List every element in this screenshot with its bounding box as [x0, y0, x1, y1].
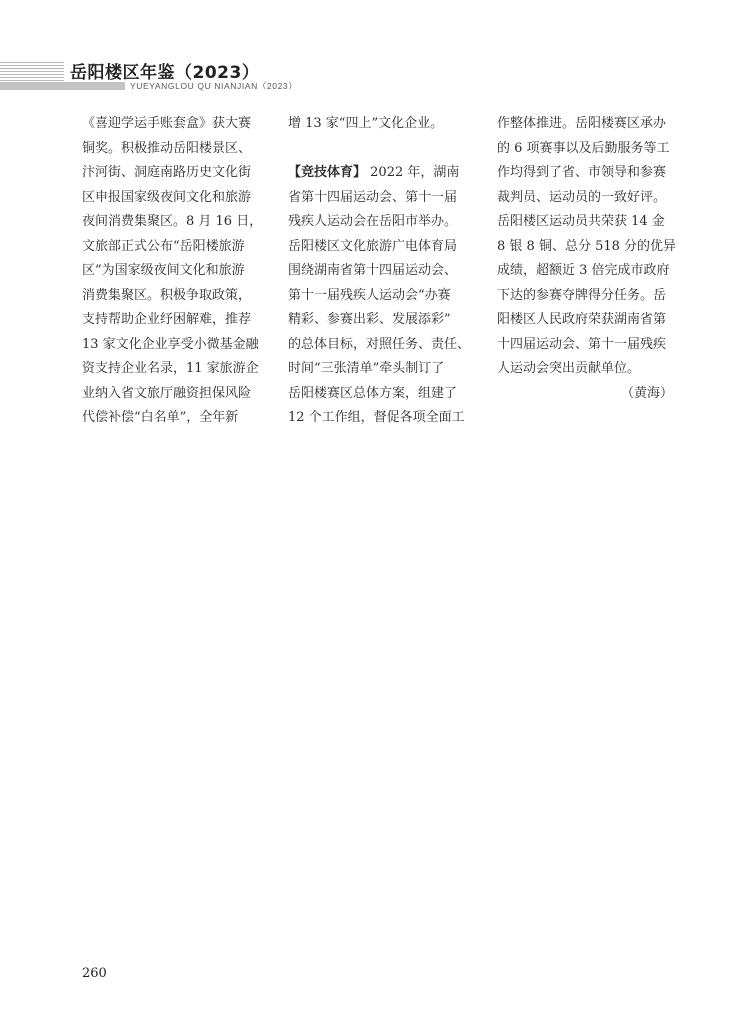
- text-line: 下达的参赛夺牌得分任务。岳: [497, 287, 667, 303]
- text-line: 铜奖。积极推动岳阳楼景区、: [82, 140, 252, 156]
- text-column-3: [497, 112, 683, 406]
- text-line: 的总体目标，对照任务、责任、: [288, 336, 471, 352]
- text-line: 文旅部正式公布“岳阳楼旅游: [82, 238, 245, 254]
- text-line: 作均得到了省、市领导和参赛: [497, 165, 667, 180]
- page-number: 260: [82, 966, 107, 981]
- text-line: 精彩、参赛出彩、发展添彩”: [288, 312, 451, 327]
- text-line: 12 个工作组，督促各项全面工: [288, 410, 465, 425]
- text-line: 区申报国家级夜间文化和旅游: [82, 189, 252, 205]
- text-line: 汴河街、洞庭南路历史文化街: [82, 165, 252, 180]
- text-line: 作整体推进。岳阳楼赛区承办: [497, 116, 667, 131]
- text-line: 资支持企业名录，11 家旅游企: [82, 361, 259, 376]
- text-line: 岳阳楼区文化旅游广电体育局: [288, 238, 458, 254]
- text-line: 裁判员、运动员的一致好评。: [497, 189, 667, 205]
- running-subtitle: YUEYANGLOU QU NIANJIAN（2023）: [130, 81, 298, 91]
- text-line: 第十一届残疾人运动会“办赛: [288, 287, 451, 303]
- text-line: 十四届运动会、第十一届残疾: [497, 336, 667, 352]
- text-line: 代偿补偿“白名单”，全年新: [82, 410, 239, 425]
- text-line: 成绩，超额近 3 倍完成市政府: [497, 263, 670, 278]
- text-line: 的 6 项赛事以及后勤服务等工: [497, 140, 670, 156]
- section-first-text: 2022 年，湖南: [366, 165, 460, 180]
- text-line: 8 银 8 铜、总分 518 分的优异: [497, 238, 677, 254]
- text-line: 省第十四届运动会、第十一届: [288, 189, 458, 205]
- text-line: 时间“三张清单”牵头制订了: [288, 361, 445, 376]
- text-line: 消费集聚区。积极争取政策，: [82, 287, 252, 303]
- text-line: 阳楼区人民政府荣获湖南省第: [497, 312, 667, 327]
- paragraph-gap: [288, 137, 474, 162]
- text-line: 岳阳楼赛区总体方案，组建了: [288, 385, 458, 401]
- header-decor-bar: [0, 82, 125, 90]
- section-title: 【竞技体育】: [288, 165, 367, 180]
- text-line: 残疾人运动会在岳阳市举办。: [288, 214, 458, 229]
- text-line: 围绕湖南省第十四届运动会、: [288, 263, 458, 278]
- text-line: 人运动会突出贡献单位。: [497, 361, 641, 376]
- author-credit: （黄海）: [620, 385, 673, 401]
- header-decor-lines: [0, 62, 64, 82]
- text-line: 岳阳楼区运动员共荣获 14 金: [497, 214, 665, 229]
- text-line: 《喜迎学运手账套盒》获大赛: [82, 116, 252, 131]
- text-column-2: [288, 112, 474, 431]
- text-line: 支持帮助企业纾困解难，推荐: [82, 312, 252, 327]
- text-line: 增 13 家“四上”文化企业。: [288, 116, 444, 131]
- section-heading-line: [288, 161, 474, 186]
- text-column-1: [82, 112, 268, 431]
- text-line: 夜间消费集聚区。8 月 16 日，: [82, 214, 263, 229]
- text-line: 业纳入省文旅厅融资担保风险: [82, 385, 252, 401]
- running-title: 岳阳楼区年鉴（2023）: [70, 63, 260, 83]
- text-line: 13 家文化企业享受小微基金融: [82, 336, 259, 352]
- text-line: 区”为国家级夜间文化和旅游: [82, 263, 245, 278]
